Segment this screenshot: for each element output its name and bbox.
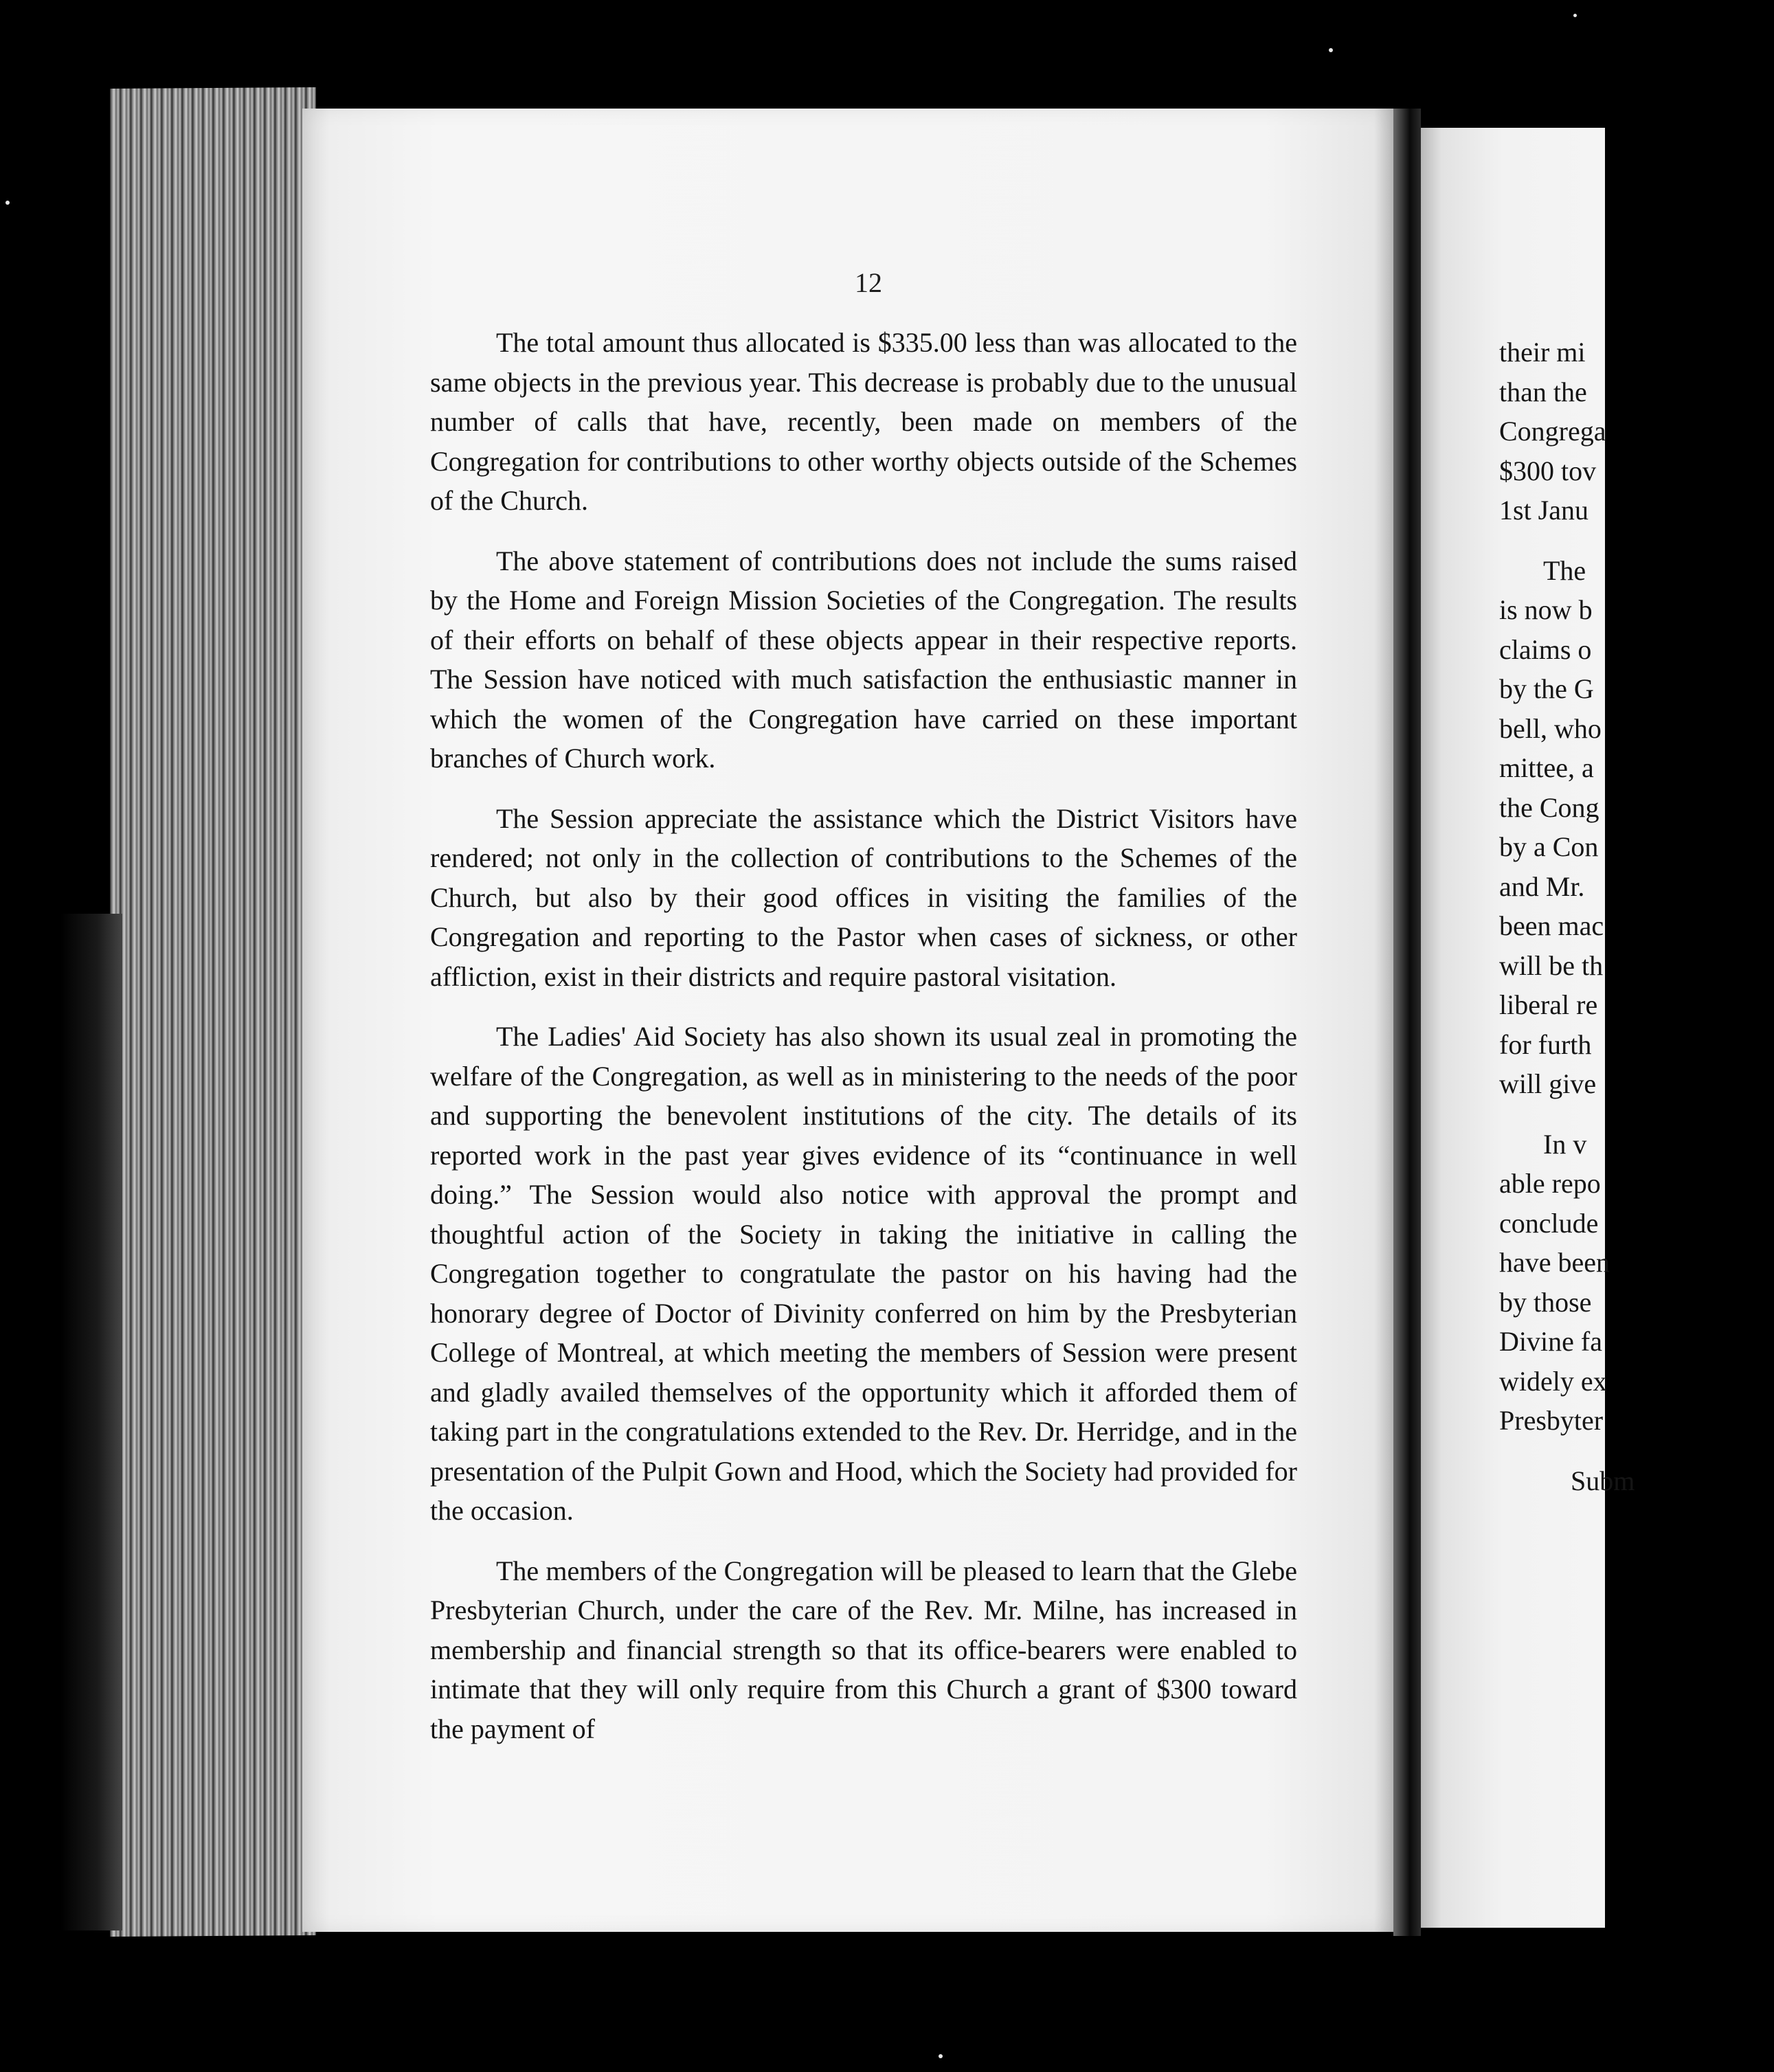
fragment-line: and Mr.: [1499, 870, 1585, 902]
fragment-line: the Cong: [1499, 791, 1599, 823]
fragment-line: mittee, a: [1499, 752, 1594, 783]
fragment-line: Congrega: [1499, 416, 1606, 447]
right-page: [1421, 128, 1635, 1928]
paragraph-allocation: The total amount thus allocated is $335.00 less than was allocated to the same objects in the previous year. This decrease is probably due to the unusual number of calls that have, recently, been made on members of the Congregation for contributions to other worthy objects outside of the Schemes of the Church.: [430, 327, 1297, 516]
fragment-line: Subm: [1571, 1465, 1635, 1496]
fragment-line: bell, who: [1499, 712, 1602, 744]
fragment-line: by the G: [1499, 673, 1594, 704]
fragment-line: than the: [1499, 376, 1587, 407]
fragment-line: Divine fa: [1499, 1326, 1602, 1357]
book-spine: [1393, 109, 1421, 1936]
fragment-line: conclude: [1499, 1207, 1599, 1239]
fragment-line: for furth: [1499, 1028, 1592, 1060]
book-edge-shadow: [60, 914, 122, 1930]
dust-speck: [5, 201, 10, 205]
paragraph-glebe-church: The members of the Congregation will be pleased to learn that the Glebe Presbyterian Church, under the care of the Rev. Mr. Milne, has increased in membership and financial strength so that its office-bearers were enabled to intimate that they will only require from this Church a grant of $300 toward the payment of: [430, 1555, 1297, 1744]
fragment-line: In v: [1543, 1128, 1587, 1160]
dust-speck: [1329, 48, 1333, 52]
fragment-line: liberal re: [1499, 989, 1598, 1020]
fragment-line: claims o: [1499, 633, 1592, 665]
fragment-line: able repo: [1499, 1168, 1601, 1199]
fragment-line: by those: [1499, 1286, 1592, 1318]
fragment-line: 1st Janu: [1499, 495, 1588, 526]
fragment-line: $300 tov: [1499, 455, 1597, 486]
fragment-line: will be th: [1499, 949, 1604, 981]
fragment-line: by a Con: [1499, 831, 1599, 862]
page-number: 12: [855, 267, 882, 298]
paragraph-mission-societies: The above statement of contributions does not include the sums raised by the Home and Foreign Mission Societies of the Congregation. The results of their efforts on behalf of these objects appear in their respective reports. The Session have noticed with much satisfaction the enthusiastic manner in which the women of the Congregation have carried on these important branches of Church work.: [430, 545, 1297, 774]
fragment-line: their mi: [1499, 337, 1586, 368]
fragment-line: is now b: [1499, 594, 1593, 625]
dust-speck: [1573, 14, 1577, 17]
paragraph-district-visitors: The Session appreciate the assistance which the District Visitors have rendered; not only in the collection of contributions to the Schemes of the Church, but also by their good offices in visiting the families of the Congregation and reporting to the Pastor when cases of sickness, or other affliction, exist in their districts and require pastoral visitation.: [430, 802, 1297, 992]
book-page-edges: [110, 87, 316, 1937]
fragment-line: The: [1543, 554, 1586, 586]
left-page-text: [430, 323, 1297, 1769]
fragment-line: widely ex: [1499, 1365, 1607, 1397]
dust-speck: [939, 2054, 943, 2058]
fragment-line: Presbyter: [1499, 1405, 1604, 1436]
fragment-line: will give: [1499, 1068, 1597, 1099]
paragraph-ladies-aid: The Ladies' Aid Society has also shown its usual zeal in promoting the welfare of the Congregation, as well as in ministering to the needs of the poor and supporting the benevolent institutions of the city. The details of its reported work in the past year gives evidence of its “continuance in well doing.” The Session would also notice with approval the prompt and thoughtful action of the Society in taking the initiative in calling the Congregation together to congratulate the pastor on his having had the honorary degree of Doctor of Divinity conferred on him by the Presbyterian College of Montreal, at which meeting the members of Session were present and gladly availed themselves of the opportunity which it afforded them of taking part in the congratulations extended to the Rev. Dr. Herridge, and in the presentation of the Pulpit Gown and Hood, which the Society had provided for the occasion.: [430, 1021, 1297, 1526]
right-page-fragments: [1499, 333, 1774, 1500]
fragment-line: been mac: [1499, 910, 1604, 941]
fragment-line: have been: [1499, 1247, 1610, 1278]
